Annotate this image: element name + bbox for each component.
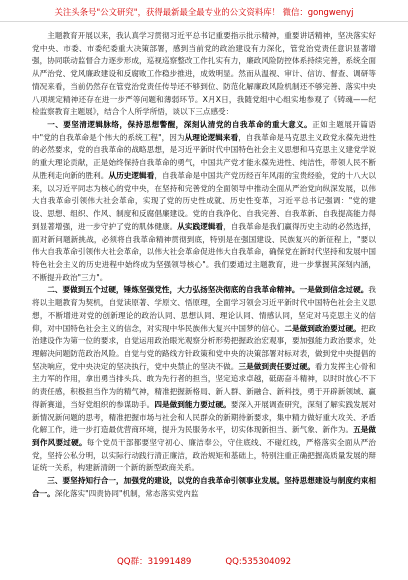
bold-heading-run: 二、要做到五个过硬，锤炼坚强党性，大力弘扬坚决彻底的自我革命精神。 <box>47 285 300 295</box>
bold-heading-run: 四是做到能力要过硬。 <box>154 399 231 409</box>
footer-qq-group: QQ群：31991489 <box>116 557 192 567</box>
text-run: ，自我革命是中国共产党历经百年风雨的宝贵经验，党的十八大以来，以习近平同志为核心的党中央，在坚持和完善党的全面领导中推动全面从严治党向纵深发展，以伟大自我革命引领伟大社会革命，实现了党的历史性成就、历史性变革，习近平总书记强调："党的建设、思想、组织、作风、制度和反腐倡廉建设。党的自我净化、自我完善、自我革新、自我提高能力得到显著增强，进一步守护了党的肌体健康。 <box>32 170 376 231</box>
header-divider <box>0 21 408 22</box>
text-run: 正如主题展开篇语中"党的自我革命是个伟大的系统工程"，因为 <box>32 120 376 142</box>
text-run: ，自我革命是马克思主义政党永葆先进性的必然要求，党的自我革命的战略思想，是习近平新时代中国特色社会主义思想和马克思主义建党学说的重大理论贡献，正是始终保持自我革命的勇气，中国共产党才能永葆先进性、纯洁性，带领人民不断从胜利走向新的胜利。 <box>32 132 376 180</box>
text-run: 每个党员干部都要坚守初心、廉洁奉公，守住底线、不碰红线，严格落实全面从严治党，坚持公私分明，以实际行动践行清正廉洁，政治规矩和基础上，特别注重正确把握高质量发展的辩证统一关系，构建新清朗一个新的新型政商关系。 <box>32 438 376 473</box>
bold-heading-run: 二是做到政治要过硬。 <box>284 323 361 333</box>
paragraph <box>32 30 376 119</box>
bold-heading-run: 从历史逻辑看 <box>108 170 155 180</box>
bold-heading-run: 一、要坚清逻辑脉络，保持思想警醒，深刻认清党的自我革命的重大意义。 <box>47 120 313 130</box>
bold-heading-run: 从实践逻辑看 <box>177 221 224 231</box>
bold-heading-run: 五是做到作风要过硬。 <box>32 425 376 447</box>
text-run: 要深入开展调查研究，深刻了解实践发展对新情况新问题的思考，精准把握市场与社会和人民群众的新期待新要求，集中精力做好重大攻关、矛盾化解工作，进一步打造最优营商环境，提升为民服务水平，切实体现新担当、新气象、新作为。 <box>32 399 376 435</box>
bold-heading-run: 从理论逻辑来看 <box>184 132 239 142</box>
bold-heading-run: 一是做到信念过硬。 <box>299 285 369 295</box>
footer <box>0 549 408 567</box>
header-banner-text: 关注头条号"公文研究"，获得最新最全最专业的公文资料库！ 微信：gongwenyj <box>54 7 354 17</box>
text-run: 把政治建设作为第一位的要求，自觉运用政治眼光观察分析形势把握政治宏观事，要加强能力政治要求，处理解决问题防范政治风险。自觉与党的路线方针政策和党中央的决策部署对标对表，做到党中央提倡的坚决响应，党中央决定的坚决执行，党中央禁止的坚决不做。 <box>32 323 376 371</box>
text-run: 主题教育开展以来，我认真学习贯彻习近平总书记重要指示批示精神，重要讲话精神，坚决落实好党中央、市委、市委纪委重大决策部署，感到当前党的政治建设有力深化，管党治党责任意识显著增强，协同联动监督合力逐步形成，巡视巡察整改工作扎实有力，廉政风险防控体系持续完善，系统全面从严治党、党风廉政建设和反腐败工作稳步推进，成效明显。然而从温视、审计、信访、督查、调研等情况来看，当前仍然存在管党治党责任传导还不够到位、防范化解廉政风险机制还不够完善、落实中央八项规定精神还存在进一步严等问题和薄弱环节。X月X日，我随党组中心组实地参观了《铸魂——纪检监察教育主题展》，结合个人所学所悟，谈以下三点感受： <box>32 31 376 117</box>
footer-qq: QQ:535304092 <box>225 557 292 567</box>
bold-heading-run: 三、要坚持知行合一，加强党的建设，以党的自我革命引领事业发展。坚持思想建设与制度约束相合一。 <box>32 476 376 498</box>
document-body <box>32 30 376 538</box>
text-run: ，自我革命是我们赢得历史主动的必然选择，面对新问题新挑战，必须将自我革命精神贯彻到底，特别是在强国建设、民族复兴的新征程上，"要以伟大自我革命引领伟大社会革命，以伟大社会革命促进伟大自我革命，确保党在新时代坚持和发展中国特色社会主义的历史进程中始终成为坚强领导核心"。我们要通过主题教育，进一步掌握其深刻内涵，不断提升政治"三力"。 <box>32 221 376 282</box>
text-run: 深化落实"四责协同"机制，常态落实党内监 <box>54 488 199 498</box>
text-run: 我将以主题教育为契机，自觉读原著、学原文、悟原理，全面学习领会习近平新时代中国特色社会主义思想，不断增进对党的创新理论的政治认同、思想认同、理论认同、情感认同，坚定对马克思主义的信仰，对中国特色社会主义的信念，对实现中华民族伟大复兴中国梦的信心。 <box>32 285 376 333</box>
text-run: 看力发挥主心骨和主力军的作用，拿出勇当排头兵、敢为先行者的担当，坚定追求卓越，砥砺奋斗精神，以时时放心不下的责任感，积极担当作为的精气神，精准把握新格局、新人群、新融合、新科技，勇于开辟新领域、赢得新赛道，当好党组织的参谋助手。 <box>32 361 376 409</box>
paragraph <box>32 475 376 500</box>
paragraph <box>32 119 376 284</box>
bold-heading-run: 三是做到责任要过硬。 <box>238 361 315 371</box>
paragraph <box>32 284 376 475</box>
header-banner <box>0 0 408 22</box>
